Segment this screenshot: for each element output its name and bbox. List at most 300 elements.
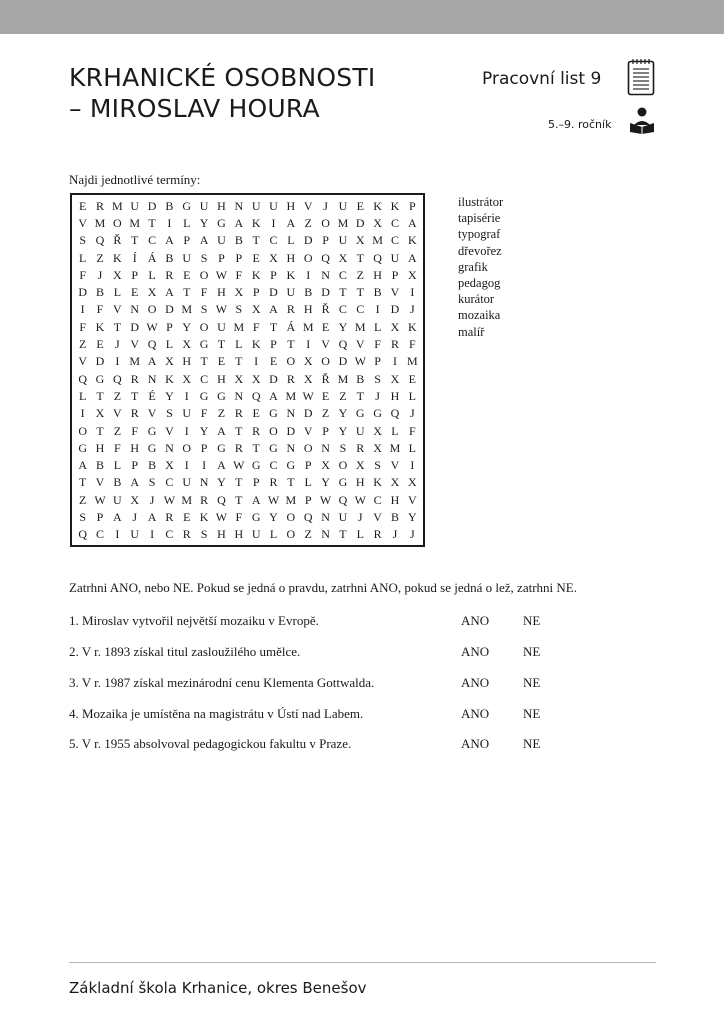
grid-cell[interactable]: V: [113, 406, 122, 421]
grid-cell[interactable]: M: [181, 302, 193, 317]
grid-cell[interactable]: I: [115, 527, 120, 542]
grid-cell[interactable]: R: [234, 440, 243, 455]
grid-cell[interactable]: R: [182, 527, 191, 542]
grid-cell[interactable]: I: [167, 215, 172, 230]
answer-no-option[interactable]: NE: [523, 675, 541, 690]
grid-cell[interactable]: X: [234, 371, 244, 386]
grid-cell[interactable]: E: [96, 337, 104, 352]
grid-cell[interactable]: G: [286, 458, 296, 473]
grid-cell[interactable]: M: [129, 215, 141, 230]
grid-cell[interactable]: O: [286, 527, 296, 542]
grid-cell[interactable]: M: [94, 215, 106, 230]
grid-cell[interactable]: S: [148, 475, 156, 490]
grid-cell[interactable]: G: [217, 440, 226, 455]
grid-cell[interactable]: F: [408, 337, 416, 352]
grid-cell[interactable]: Q: [78, 371, 87, 386]
grid-cell[interactable]: P: [304, 492, 312, 507]
grid-cell[interactable]: N: [147, 371, 157, 386]
grid-cell[interactable]: C: [165, 527, 174, 542]
grid-cell[interactable]: I: [80, 406, 85, 421]
grid-cell[interactable]: K: [373, 475, 382, 490]
grid-cell[interactable]: O: [182, 440, 192, 455]
grid-cell[interactable]: X: [390, 319, 400, 334]
grid-cell[interactable]: R: [234, 406, 243, 421]
grid-cell[interactable]: T: [356, 285, 364, 300]
grid-cell[interactable]: Z: [79, 492, 87, 507]
grid-cell[interactable]: Z: [79, 337, 87, 352]
grid-cell[interactable]: X: [147, 285, 157, 300]
grid-cell[interactable]: S: [166, 406, 173, 421]
grid-cell[interactable]: A: [269, 302, 278, 317]
grid-cell[interactable]: J: [357, 510, 363, 525]
grid-cell[interactable]: A: [78, 458, 87, 473]
grid-cell[interactable]: N: [234, 198, 244, 213]
grid-cell[interactable]: X: [113, 267, 122, 282]
grid-cell[interactable]: T: [183, 285, 191, 300]
grid-cell[interactable]: E: [131, 285, 139, 300]
grid-cell[interactable]: O: [321, 215, 330, 230]
grid-cell[interactable]: N: [165, 440, 174, 455]
grid-cell[interactable]: P: [270, 337, 277, 352]
grid-cell[interactable]: A: [147, 510, 157, 525]
grid-cell[interactable]: B: [148, 458, 157, 473]
grid-cell[interactable]: Á: [147, 250, 157, 265]
grid-cell[interactable]: P: [200, 440, 208, 455]
grid-cell[interactable]: M: [389, 440, 401, 455]
grid-cell[interactable]: D: [78, 285, 87, 300]
grid-cell[interactable]: O: [199, 319, 209, 334]
grid-cell[interactable]: S: [79, 510, 87, 525]
grid-cell[interactable]: A: [165, 233, 174, 248]
grid-cell[interactable]: W: [267, 492, 280, 507]
grid-cell[interactable]: D: [130, 319, 140, 334]
grid-cell[interactable]: Z: [113, 423, 122, 438]
grid-cell[interactable]: V: [165, 423, 174, 438]
grid-cell[interactable]: C: [356, 302, 365, 317]
grid-cell[interactable]: C: [165, 475, 174, 490]
grid-cell[interactable]: J: [115, 337, 120, 352]
grid-cell[interactable]: B: [165, 250, 174, 265]
grid-cell[interactable]: I: [115, 354, 120, 369]
grid-cell[interactable]: U: [130, 198, 140, 213]
grid-cell[interactable]: I: [392, 354, 397, 369]
grid-cell[interactable]: H: [217, 527, 226, 542]
grid-cell[interactable]: K: [165, 371, 174, 386]
grid-cell[interactable]: O: [113, 215, 122, 230]
grid-cell[interactable]: T: [235, 492, 243, 507]
grid-cell[interactable]: S: [374, 458, 381, 473]
grid-cell[interactable]: F: [131, 423, 139, 438]
grid-cell[interactable]: F: [235, 510, 243, 525]
grid-cell[interactable]: Z: [339, 388, 347, 403]
grid-cell[interactable]: K: [113, 250, 122, 265]
grid-cell[interactable]: A: [234, 215, 244, 230]
grid-cell[interactable]: T: [356, 250, 364, 265]
grid-cell[interactable]: B: [304, 285, 313, 300]
grid-cell[interactable]: Ř: [113, 233, 122, 248]
grid-cell[interactable]: T: [113, 319, 122, 334]
grid-cell[interactable]: T: [287, 475, 295, 490]
grid-cell[interactable]: K: [251, 337, 261, 352]
grid-cell[interactable]: F: [200, 285, 208, 300]
grid-cell[interactable]: X: [407, 475, 417, 490]
grid-cell[interactable]: Z: [304, 527, 312, 542]
grid-cell[interactable]: H: [130, 440, 140, 455]
grid-cell[interactable]: J: [149, 492, 155, 507]
grid-cell[interactable]: I: [306, 267, 311, 282]
grid-cell[interactable]: W: [215, 510, 228, 525]
grid-cell[interactable]: C: [338, 267, 347, 282]
grid-cell[interactable]: V: [147, 406, 157, 421]
grid-cell[interactable]: O: [303, 440, 313, 455]
grid-cell[interactable]: F: [114, 440, 121, 455]
grid-cell[interactable]: A: [217, 458, 226, 473]
grid-cell[interactable]: M: [337, 371, 349, 386]
grid-cell[interactable]: R: [373, 527, 382, 542]
grid-cell[interactable]: F: [96, 302, 104, 317]
grid-cell[interactable]: Y: [338, 406, 348, 421]
grid-cell[interactable]: V: [303, 198, 313, 213]
grid-cell[interactable]: L: [235, 337, 243, 352]
grid-cell[interactable]: G: [251, 510, 261, 525]
grid-cell[interactable]: B: [390, 510, 399, 525]
grid-cell[interactable]: O: [78, 423, 87, 438]
grid-cell[interactable]: D: [338, 354, 348, 369]
grid-cell[interactable]: X: [95, 406, 105, 421]
grid-cell[interactable]: G: [269, 440, 278, 455]
grid-cell[interactable]: N: [286, 406, 296, 421]
grid-cell[interactable]: K: [373, 198, 382, 213]
grid-cell[interactable]: S: [374, 371, 381, 386]
grid-cell[interactable]: Z: [96, 250, 104, 265]
grid-cell[interactable]: U: [199, 198, 209, 213]
grid-cell[interactable]: R: [165, 510, 174, 525]
grid-cell[interactable]: W: [94, 492, 106, 507]
grid-cell[interactable]: T: [79, 475, 87, 490]
grid-cell[interactable]: N: [321, 527, 330, 542]
grid-cell[interactable]: S: [235, 302, 243, 317]
grid-cell[interactable]: T: [148, 215, 156, 230]
grid-cell[interactable]: A: [147, 354, 157, 369]
grid-cell[interactable]: D: [95, 354, 105, 369]
grid-cell[interactable]: C: [269, 458, 278, 473]
grid-cell[interactable]: P: [322, 233, 329, 248]
grid-cell[interactable]: Y: [199, 215, 209, 230]
grid-cell[interactable]: T: [252, 440, 260, 455]
grid-cell[interactable]: N: [321, 267, 330, 282]
grid-cell[interactable]: U: [286, 285, 296, 300]
grid-cell[interactable]: Q: [303, 510, 313, 525]
grid-cell[interactable]: P: [183, 233, 191, 248]
grid-cell[interactable]: H: [95, 440, 105, 455]
grid-cell[interactable]: D: [355, 215, 365, 230]
grid-cell[interactable]: G: [355, 406, 365, 421]
grid-cell[interactable]: U: [217, 233, 226, 248]
grid-cell[interactable]: J: [97, 267, 103, 282]
grid-cell[interactable]: H: [303, 302, 313, 317]
grid-cell[interactable]: M: [129, 354, 141, 369]
grid-cell[interactable]: V: [373, 510, 382, 525]
grid-cell[interactable]: Y: [269, 510, 278, 525]
grid-cell[interactable]: E: [321, 319, 330, 334]
grid-cell[interactable]: H: [355, 475, 365, 490]
grid-cell[interactable]: S: [200, 302, 208, 317]
grid-cell[interactable]: X: [182, 371, 192, 386]
grid-cell[interactable]: V: [130, 337, 140, 352]
grid-cell[interactable]: U: [217, 319, 226, 334]
grid-cell[interactable]: X: [251, 371, 261, 386]
grid-cell[interactable]: Q: [147, 337, 157, 352]
grid-cell[interactable]: D: [303, 406, 313, 421]
grid-cell[interactable]: Z: [217, 406, 226, 421]
grid-cell[interactable]: N: [321, 440, 330, 455]
grid-cell[interactable]: R: [200, 492, 209, 507]
grid-cell[interactable]: V: [95, 475, 105, 490]
grid-cell[interactable]: Q: [338, 337, 348, 352]
grid-cell[interactable]: J: [409, 406, 415, 421]
grid-cell[interactable]: Y: [338, 319, 348, 334]
grid-cell[interactable]: R: [286, 302, 295, 317]
grid-cell[interactable]: G: [373, 406, 382, 421]
grid-cell[interactable]: P: [131, 267, 139, 282]
grid-cell[interactable]: D: [269, 285, 278, 300]
grid-cell[interactable]: W: [354, 492, 366, 507]
grid-cell[interactable]: Q: [78, 527, 87, 542]
grid-cell[interactable]: G: [199, 388, 209, 403]
grid-cell[interactable]: M: [302, 319, 314, 334]
grid-cell[interactable]: Y: [199, 423, 209, 438]
grid-cell[interactable]: T: [96, 423, 104, 438]
grid-cell[interactable]: T: [200, 354, 208, 369]
grid-cell[interactable]: R: [390, 337, 399, 352]
grid-cell[interactable]: R: [130, 406, 139, 421]
grid-cell[interactable]: G: [338, 475, 348, 490]
grid-cell[interactable]: V: [303, 423, 313, 438]
grid-cell[interactable]: M: [285, 388, 297, 403]
grid-cell[interactable]: H: [217, 285, 226, 300]
grid-cell[interactable]: P: [252, 475, 260, 490]
grid-cell[interactable]: X: [165, 458, 174, 473]
grid-cell[interactable]: A: [199, 233, 209, 248]
grid-cell[interactable]: X: [234, 285, 244, 300]
grid-cell[interactable]: Z: [356, 267, 364, 282]
grid-cell[interactable]: Q: [251, 388, 261, 403]
grid-cell[interactable]: R: [269, 475, 278, 490]
grid-cell[interactable]: D: [165, 302, 174, 317]
grid-cell[interactable]: Q: [217, 492, 226, 507]
grid-cell[interactable]: M: [372, 233, 383, 248]
grid-cell[interactable]: O: [199, 267, 209, 282]
grid-cell[interactable]: A: [269, 388, 278, 403]
grid-cell[interactable]: B: [234, 233, 243, 248]
grid-cell[interactable]: A: [113, 510, 122, 525]
grid-cell[interactable]: E: [79, 198, 87, 213]
grid-cell[interactable]: G: [217, 388, 226, 403]
grid-cell[interactable]: H: [286, 250, 296, 265]
grid-cell[interactable]: M: [354, 319, 366, 334]
grid-cell[interactable]: K: [390, 198, 400, 213]
grid-cell[interactable]: P: [322, 423, 329, 438]
grid-cell[interactable]: X: [390, 475, 400, 490]
grid-cell[interactable]: I: [202, 458, 207, 473]
grid-cell[interactable]: V: [355, 337, 365, 352]
grid-cell[interactable]: X: [373, 440, 382, 455]
grid-cell[interactable]: K: [199, 510, 209, 525]
grid-cell[interactable]: J: [132, 510, 138, 525]
grid-cell[interactable]: R: [96, 198, 105, 213]
grid-cell[interactable]: U: [251, 198, 261, 213]
grid-cell[interactable]: I: [184, 388, 189, 403]
grid-cell[interactable]: Ř: [321, 302, 330, 317]
grid-cell[interactable]: L: [113, 285, 122, 300]
grid-cell[interactable]: V: [78, 215, 87, 230]
grid-cell[interactable]: Q: [321, 250, 330, 265]
grid-cell[interactable]: P: [96, 510, 104, 525]
grid-cell[interactable]: W: [233, 458, 245, 473]
grid-cell[interactable]: S: [339, 440, 347, 455]
grid-cell[interactable]: T: [356, 388, 364, 403]
grid-cell[interactable]: C: [269, 233, 278, 248]
grid-cell[interactable]: X: [373, 215, 382, 230]
grid-cell[interactable]: C: [373, 492, 382, 507]
answer-yes-option[interactable]: ANO: [461, 644, 490, 659]
answer-no-option[interactable]: NE: [523, 736, 541, 751]
grid-cell[interactable]: Y: [165, 388, 174, 403]
grid-cell[interactable]: P: [218, 250, 225, 265]
grid-cell[interactable]: H: [182, 354, 192, 369]
grid-cell[interactable]: I: [375, 302, 380, 317]
grid-cell[interactable]: B: [96, 285, 105, 300]
grid-cell[interactable]: Y: [338, 423, 348, 438]
grid-cell[interactable]: P: [408, 198, 416, 213]
grid-cell[interactable]: J: [392, 527, 398, 542]
grid-cell[interactable]: F: [79, 319, 87, 334]
grid-cell[interactable]: W: [163, 492, 176, 507]
grid-cell[interactable]: G: [78, 440, 87, 455]
grid-cell[interactable]: D: [321, 285, 330, 300]
grid-cell[interactable]: T: [131, 233, 139, 248]
grid-cell[interactable]: U: [338, 198, 348, 213]
grid-cell[interactable]: W: [146, 319, 158, 334]
grid-cell[interactable]: F: [252, 319, 260, 334]
grid-cell[interactable]: S: [200, 250, 208, 265]
grid-cell[interactable]: G: [147, 440, 157, 455]
grid-cell[interactable]: H: [217, 371, 226, 386]
grid-cell[interactable]: L: [148, 267, 156, 282]
grid-cell[interactable]: L: [79, 388, 87, 403]
grid-cell[interactable]: E: [356, 198, 364, 213]
grid-cell[interactable]: Q: [390, 406, 400, 421]
answer-no-option[interactable]: NE: [523, 613, 541, 628]
grid-cell[interactable]: C: [148, 233, 157, 248]
grid-cell[interactable]: N: [286, 440, 296, 455]
grid-cell[interactable]: Z: [304, 215, 312, 230]
grid-cell[interactable]: Y: [217, 475, 226, 490]
grid-cell[interactable]: N: [130, 302, 140, 317]
grid-cell[interactable]: I: [254, 354, 259, 369]
grid-cell[interactable]: C: [390, 215, 399, 230]
grid-cell[interactable]: P: [270, 267, 277, 282]
grid-cell[interactable]: L: [287, 233, 295, 248]
grid-cell[interactable]: Á: [286, 319, 296, 334]
answer-yes-option[interactable]: ANO: [461, 613, 490, 628]
grid-cell[interactable]: X: [303, 371, 313, 386]
grid-cell[interactable]: J: [409, 302, 415, 317]
answer-no-option[interactable]: NE: [523, 644, 541, 659]
grid-cell[interactable]: Í: [132, 250, 137, 265]
grid-cell[interactable]: D: [269, 371, 278, 386]
grid-cell[interactable]: M: [233, 319, 245, 334]
grid-cell[interactable]: G: [251, 458, 261, 473]
grid-cell[interactable]: I: [306, 337, 311, 352]
grid-cell[interactable]: L: [373, 319, 382, 334]
grid-cell[interactable]: T: [217, 337, 226, 352]
grid-cell[interactable]: I: [184, 458, 189, 473]
grid-cell[interactable]: O: [338, 458, 348, 473]
grid-cell[interactable]: G: [217, 215, 226, 230]
answer-yes-option[interactable]: ANO: [461, 736, 490, 751]
grid-cell[interactable]: R: [356, 440, 365, 455]
grid-cell[interactable]: I: [271, 215, 276, 230]
grid-cell[interactable]: T: [252, 233, 260, 248]
grid-cell[interactable]: M: [406, 354, 418, 369]
grid-cell[interactable]: U: [182, 406, 192, 421]
grid-cell[interactable]: M: [112, 198, 123, 213]
grid-cell[interactable]: A: [286, 215, 296, 230]
grid-cell[interactable]: C: [96, 527, 105, 542]
grid-cell[interactable]: H: [234, 527, 244, 542]
grid-cell[interactable]: P: [304, 458, 312, 473]
grid-cell[interactable]: E: [252, 250, 260, 265]
grid-cell[interactable]: Q: [113, 371, 122, 386]
grid-cell[interactable]: O: [286, 354, 296, 369]
grid-cell[interactable]: X: [390, 371, 400, 386]
grid-cell[interactable]: H: [373, 267, 382, 282]
grid-cell[interactable]: K: [407, 319, 417, 334]
grid-cell[interactable]: N: [321, 510, 330, 525]
grid-cell[interactable]: W: [354, 354, 366, 369]
grid-cell[interactable]: K: [251, 267, 261, 282]
grid-cell[interactable]: L: [79, 250, 87, 265]
grid-cell[interactable]: G: [269, 406, 278, 421]
grid-cell[interactable]: J: [409, 527, 415, 542]
grid-cell[interactable]: U: [338, 233, 348, 248]
grid-cell[interactable]: F: [200, 406, 208, 421]
grid-cell[interactable]: H: [390, 492, 400, 507]
grid-cell[interactable]: S: [200, 527, 208, 542]
grid-cell[interactable]: Q: [95, 233, 105, 248]
grid-cell[interactable]: L: [356, 527, 364, 542]
grid-cell[interactable]: U: [113, 492, 122, 507]
grid-cell[interactable]: U: [182, 250, 192, 265]
grid-cell[interactable]: F: [408, 423, 416, 438]
grid-cell[interactable]: T: [339, 527, 347, 542]
grid-cell[interactable]: J: [375, 388, 380, 403]
grid-cell[interactable]: A: [251, 492, 261, 507]
grid-cell[interactable]: D: [147, 198, 157, 213]
grid-cell[interactable]: N: [234, 388, 244, 403]
grid-cell[interactable]: T: [235, 423, 243, 438]
grid-cell[interactable]: A: [407, 215, 417, 230]
grid-cell[interactable]: K: [286, 267, 296, 282]
grid-cell[interactable]: K: [251, 215, 261, 230]
grid-cell[interactable]: U: [182, 475, 192, 490]
grid-cell[interactable]: M: [285, 492, 297, 507]
grid-cell[interactable]: X: [130, 492, 140, 507]
grid-cell[interactable]: G: [147, 423, 157, 438]
grid-cell[interactable]: U: [130, 527, 140, 542]
grid-cell[interactable]: I: [80, 302, 85, 317]
